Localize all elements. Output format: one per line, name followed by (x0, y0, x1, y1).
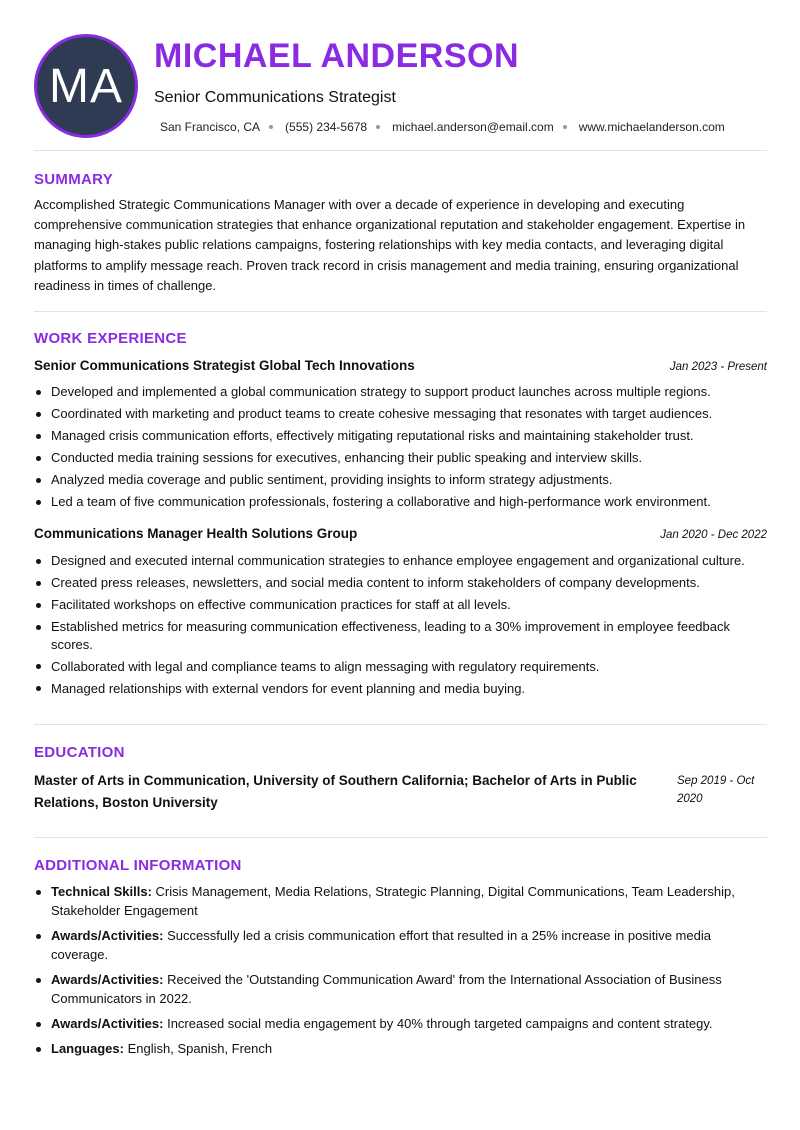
avatar: MA (34, 34, 138, 138)
contact-line (160, 120, 725, 134)
section-divider (34, 150, 767, 151)
additional-item (34, 926, 767, 964)
contact-location: San Francisco, CA (160, 120, 261, 134)
job-bullet: Managed crisis communication efforts, effectively mitigating reputational risks and maintaining stakeholder trust. (34, 427, 767, 445)
job-bullet: Analyzed media coverage and public sentiment, providing insights to inform strategy adjustments. (34, 471, 767, 489)
item-text: Increased social media engagement by 40% through targeted campaigns and content strategy. (167, 1016, 713, 1031)
education-date: Sep 2019 - Oct 2020 (677, 775, 755, 805)
additional-item (34, 970, 767, 1008)
education-degree: Master of Arts in Communication, University of Southern California; Bachelor of Arts in Public Relations, Boston University (34, 773, 637, 810)
job-date: Jan 2023 - Present (669, 361, 767, 373)
item-text: Received the 'Outstanding Communication Award' from the International Association of Business Communicators in 2022. (51, 972, 722, 1006)
job-header (34, 358, 767, 373)
job-bullets (34, 383, 767, 515)
additional-heading: ADDITIONAL INFORMATION (34, 857, 242, 874)
experience-heading: WORK EXPERIENCE (34, 330, 187, 347)
summary-text: Accomplished Strategic Communications Manager with over a decade of experience in developing and executing comprehensive communication strategies that enhance organizational reputation and stakeholder engagement. Expertise in managing high-stakes public relations campaigns, fostering relationships with key media contacts, and leveraging digital platforms to amplify message reach. Proven track record in crisis management and media training, ensuring organizational readiness in times of challenge. (34, 197, 746, 293)
additional-list (34, 882, 767, 1064)
additional-item (34, 1039, 767, 1058)
contact-website[interactable]: www.michaelanderson.com (578, 120, 725, 134)
job-title: Communications Manager Health Solutions Group (34, 526, 358, 541)
job-bullet: Collaborated with legal and compliance teams to align messaging with regulatory requirements. (34, 658, 767, 676)
section-divider (34, 311, 767, 312)
job-bullet: Created press releases, newsletters, and social media content to inform stakeholders of company developments. (34, 574, 767, 592)
education-heading: EDUCATION (34, 744, 125, 761)
candidate-name: MICHAEL ANDERSON (154, 37, 520, 75)
resume-header (34, 34, 767, 138)
candidate-role: Senior Communications Strategist (154, 89, 396, 106)
contact-phone: (555) 234-5678 (285, 120, 368, 134)
item-text: English, Spanish, French (127, 1041, 273, 1056)
additional-item (34, 1014, 767, 1033)
separator-dot (269, 125, 273, 129)
education-entry (34, 770, 767, 813)
section-divider (34, 837, 767, 838)
item-label: Technical Skills: (51, 884, 152, 899)
item-text: Crisis Management, Media Relations, Strategic Planning, Digital Communications, Team Leadership, Stakeholder Engagement (51, 884, 735, 918)
separator-dot (376, 125, 380, 129)
item-label: Awards/Activities: (51, 1016, 164, 1031)
job-title: Senior Communications Strategist Global Tech Innovations (34, 358, 415, 373)
separator-dot (563, 125, 567, 129)
item-label: Awards/Activities: (51, 972, 164, 987)
job-bullet: Managed relationships with external vendors for event planning and media buying. (34, 680, 767, 698)
item-text: Successfully led a crisis communication effort that resulted in a 25% increase in positive media coverage. (51, 928, 711, 962)
item-label: Languages: (51, 1041, 124, 1056)
item-label: Awards/Activities: (51, 928, 164, 943)
job-bullet: Led a team of five communication professionals, fostering a collaborative and high-performance work environment. (34, 493, 767, 511)
additional-item (34, 882, 767, 920)
job-header (34, 526, 767, 541)
job-bullets (34, 552, 767, 702)
section-divider (34, 724, 767, 725)
job-bullet: Coordinated with marketing and product teams to create cohesive messaging that resonates with target audiences. (34, 405, 767, 423)
job-bullet: Conducted media training sessions for executives, enhancing their public speaking and interview skills. (34, 449, 767, 467)
job-date: Jan 2020 - Dec 2022 (660, 529, 767, 541)
contact-email[interactable]: michael.anderson@email.com (392, 120, 554, 134)
job-bullet: Established metrics for measuring communication effectiveness, leading to a 30% improvement in employee feedback scores. (34, 618, 767, 653)
job-bullet: Facilitated workshops on effective communication practices for staff at all levels. (34, 596, 767, 614)
job-bullet: Designed and executed internal communication strategies to enhance employee engagement and organizational culture. (34, 552, 767, 570)
summary-heading: SUMMARY (34, 171, 114, 188)
job-bullet: Developed and implemented a global communication strategy to support product launches across multiple regions. (34, 383, 767, 401)
